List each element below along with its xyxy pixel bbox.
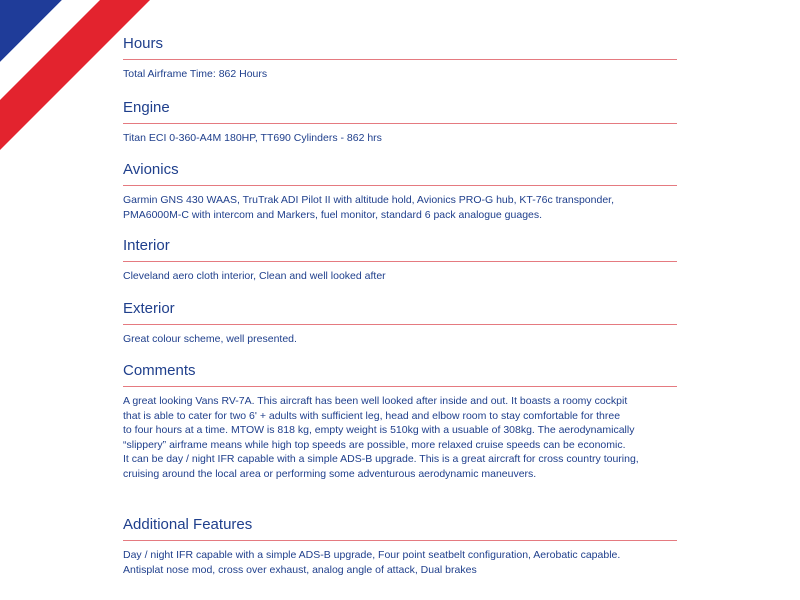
section-line: cruising around the local area or performing some adventurous aerodynamic maneuvers. [123, 467, 537, 480]
section-additional-features [123, 515, 677, 585]
section-interior [123, 236, 677, 299]
section-body [123, 131, 677, 146]
section-line: Total Airframe Time: 862 Hours [123, 68, 268, 80]
section-body [123, 193, 677, 222]
section-hours [123, 34, 677, 98]
section-line: “slippery” airframe means while high top speeds are possible, more relaxed cruise speeds can be economic. [123, 438, 626, 451]
section-engine [123, 98, 677, 160]
section-line: A great looking Vans RV-7A. This aircraft has been well looked after inside and out. It boasts a roomy cockpit [123, 395, 628, 407]
section-line: to four hours at a time. MTOW is 818 kg, empty weight is 510kg with a usuable of 308kg. The aerodynamically [123, 424, 635, 436]
section-line: It can be day / night IFR capable with a simple ADS-B upgrade. This is a great aircraft for cross country touring, [123, 453, 639, 465]
section-line: Titan ECI 0-360-A4M 180HP, TT690 Cylinders - 862 hrs [123, 132, 382, 144]
section-line: Antisplat nose mod, cross over exhaust, analog angle of attack, Dual brakes [123, 563, 477, 576]
section-line: PMA6000M-C with intercom and Markers, fuel monitor, standard 6 pack analogue guages. [123, 208, 543, 221]
section-body [123, 548, 677, 577]
section-title: Exterior [123, 299, 677, 325]
section-body [123, 269, 677, 284]
section-title: Avionics [123, 160, 677, 186]
section-exterior [123, 299, 677, 361]
section-line: Garmin GNS 430 WAAS, TruTrak ADI Pilot II with altitude hold, Avionics PRO-G hub, KT-76c transponder, [123, 194, 614, 206]
listing-content [123, 34, 677, 585]
section-title: Comments [123, 361, 677, 387]
section-body [123, 67, 677, 82]
section-avionics [123, 160, 677, 236]
section-line: Great colour scheme, well presented. [123, 333, 297, 345]
section-title: Interior [123, 236, 677, 262]
section-title: Hours [123, 34, 677, 60]
section-line: Day / night IFR capable with a simple ADS-B upgrade, Four point seatbelt configuration, Aerobatic capable. [123, 549, 621, 561]
section-line: Cleveland aero cloth interior, Clean and well looked after [123, 270, 386, 282]
section-comments [123, 361, 677, 515]
section-title: Engine [123, 98, 677, 124]
section-body [123, 332, 677, 347]
section-title: Additional Features [123, 515, 677, 541]
section-body [123, 394, 677, 481]
section-line: that is able to cater for two 6' + adults with sufficient leg, head and elbow room to stay comfortable for three [123, 409, 621, 422]
